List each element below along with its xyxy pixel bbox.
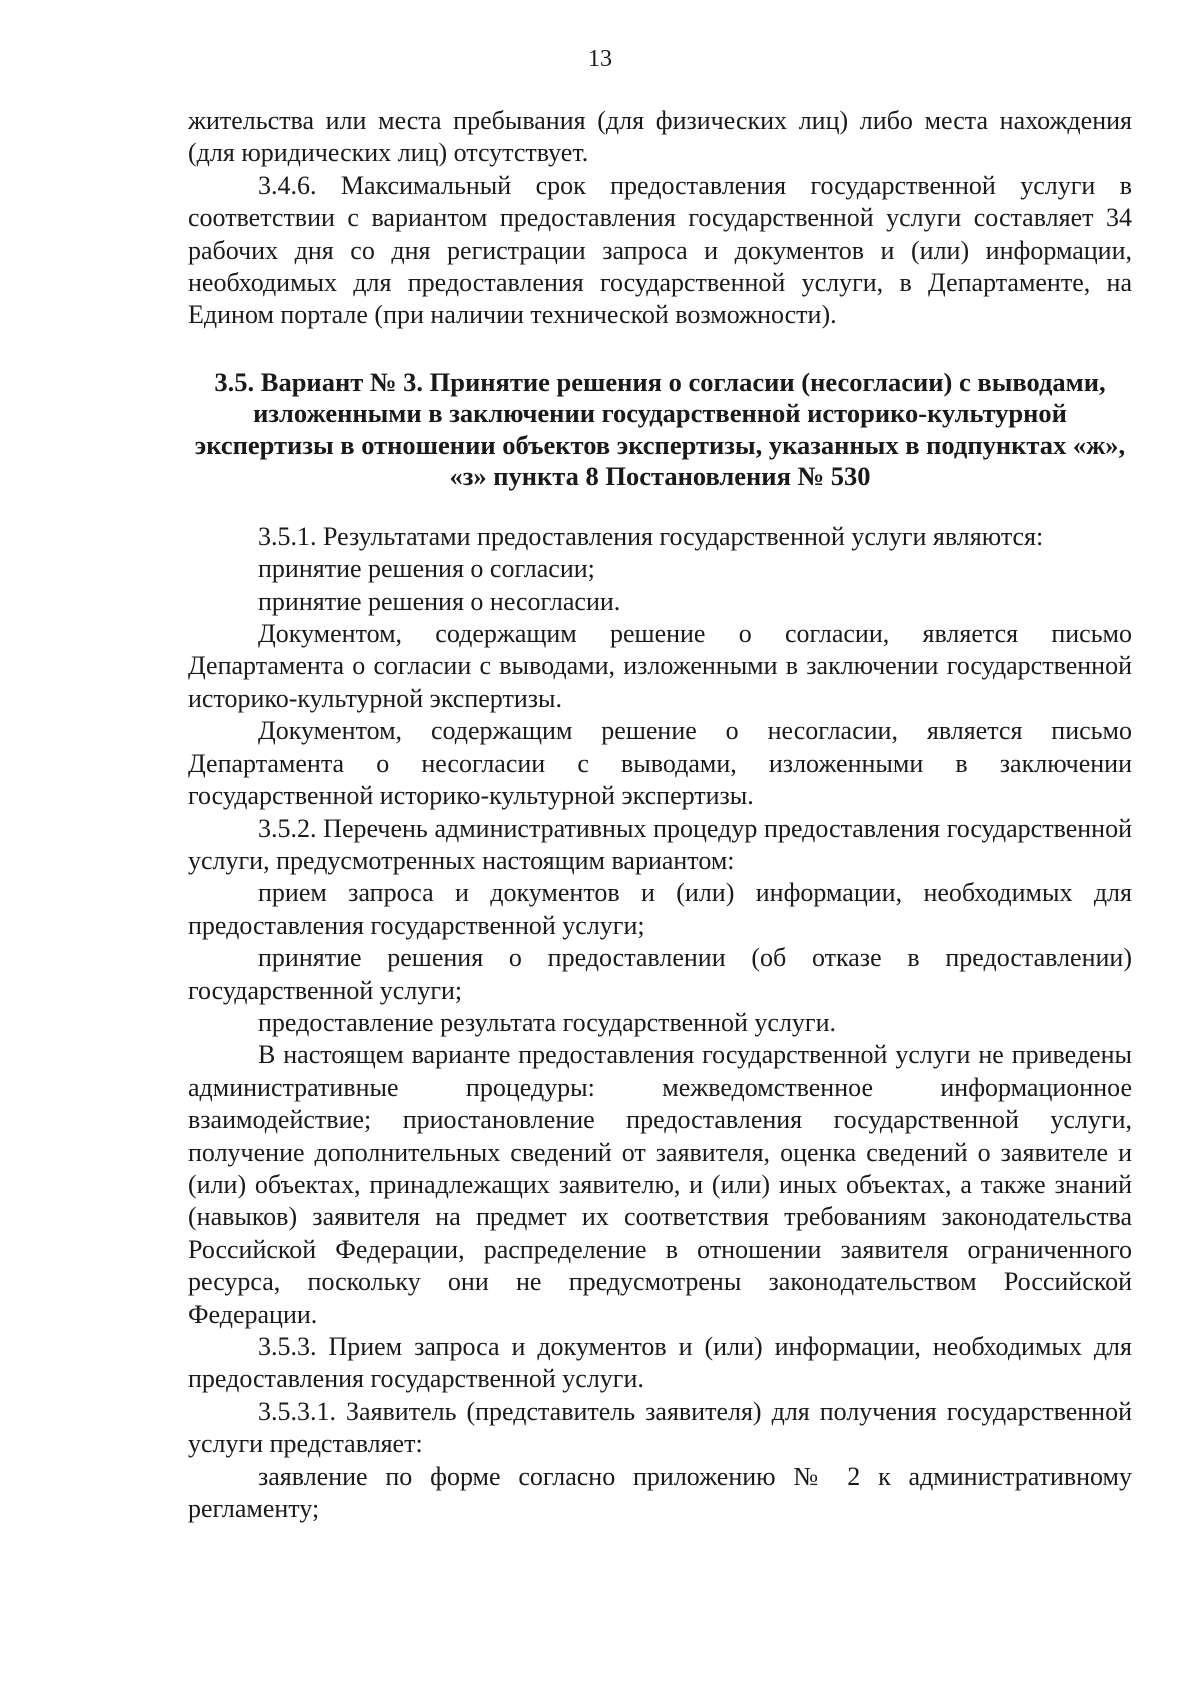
paragraph: принятие решения о предоставлении (об отказе в предоставлении) государственной услуги; (188, 943, 1132, 1005)
document-body (188, 105, 1132, 1525)
paragraph: предоставление результата государственной услуги. (258, 1007, 837, 1037)
paragraph: 3.5.3. Прием запроса и документов и (или) информации, необходимых для предоставления государственной услуги. (188, 1332, 1132, 1394)
section-heading: 3.5. Вариант № 3. Принятие решения о согласии (несогласии) с выводами, изложенными в заключении государственной историко-культурной экспертизы в отношении объектов экспертизы, указанных в подпунктах «ж», «з» пункта 8 Постановления № 530 (194, 366, 1126, 492)
paragraph: принятие решения о несогласии. (258, 586, 621, 616)
paragraph: принятие решения о согласии; (258, 554, 595, 584)
page-number: 13 (588, 46, 612, 72)
paragraph: Документом, содержащим решение о согласии, является письмо Департамента о согласии с выводами, изложенными в заключении государственной историко-культурной экспертизы. (188, 619, 1132, 713)
paragraph: 3.5.1. Результатами предоставления государственной услуги являются: (258, 521, 1044, 551)
paragraph: Документом, содержащим решение о несогласии, является письмо Департамента о несогласии с выводами, изложенными в заключении государственной историко-культурной экспертизы. (188, 716, 1132, 811)
paragraph: прием запроса и документов и (или) информации, необходимых для предоставления государственной услуги; (188, 878, 1132, 940)
paragraph: жительства или места пребывания (для физических лиц) либо места нахождения (для юридических лиц) отсутствует. (188, 106, 1132, 168)
paragraph: заявление по форме согласно приложению № 2 к административному регламенту; (188, 1461, 1132, 1524)
paragraph: В настоящем варианте предоставления государственной услуги не приведены административные процедуры: межведомственное информационное взаимодействие; приостановление предоставления государственной услуги, получение дополнительных сведений от заявителя, оценка сведений о заявителе и (или) объектах, принадлежащих заявителю, и (или) иных объектах, а также знаний (навыков) заявителя на предмет их соответствия требованиям законодательства Российской Федерации, распределение в отношении заявителя ограниченного ресурса, поскольку они не предусмотрены законодательством Российской Федерации. (188, 1040, 1132, 1329)
paragraph: 3.5.3.1. Заявитель (представитель заявителя) для получения государственной услуги представляет: (188, 1396, 1132, 1459)
paragraph: 3.4.6. Максимальный срок предоставления государственной услуги в соответствии с вариантом предоставления государственной услуги составляет 34 рабочих дня со дня регистрации запроса и документов и (или) информации, необходимых для предоставления государственной услуги, в Департаменте, на Едином портале (при наличии технической возможности). (188, 170, 1132, 330)
paragraph: 3.5.2. Перечень административных процедур предоставления государственной услуги, предусмотренных настоящим вариантом: (188, 813, 1132, 875)
